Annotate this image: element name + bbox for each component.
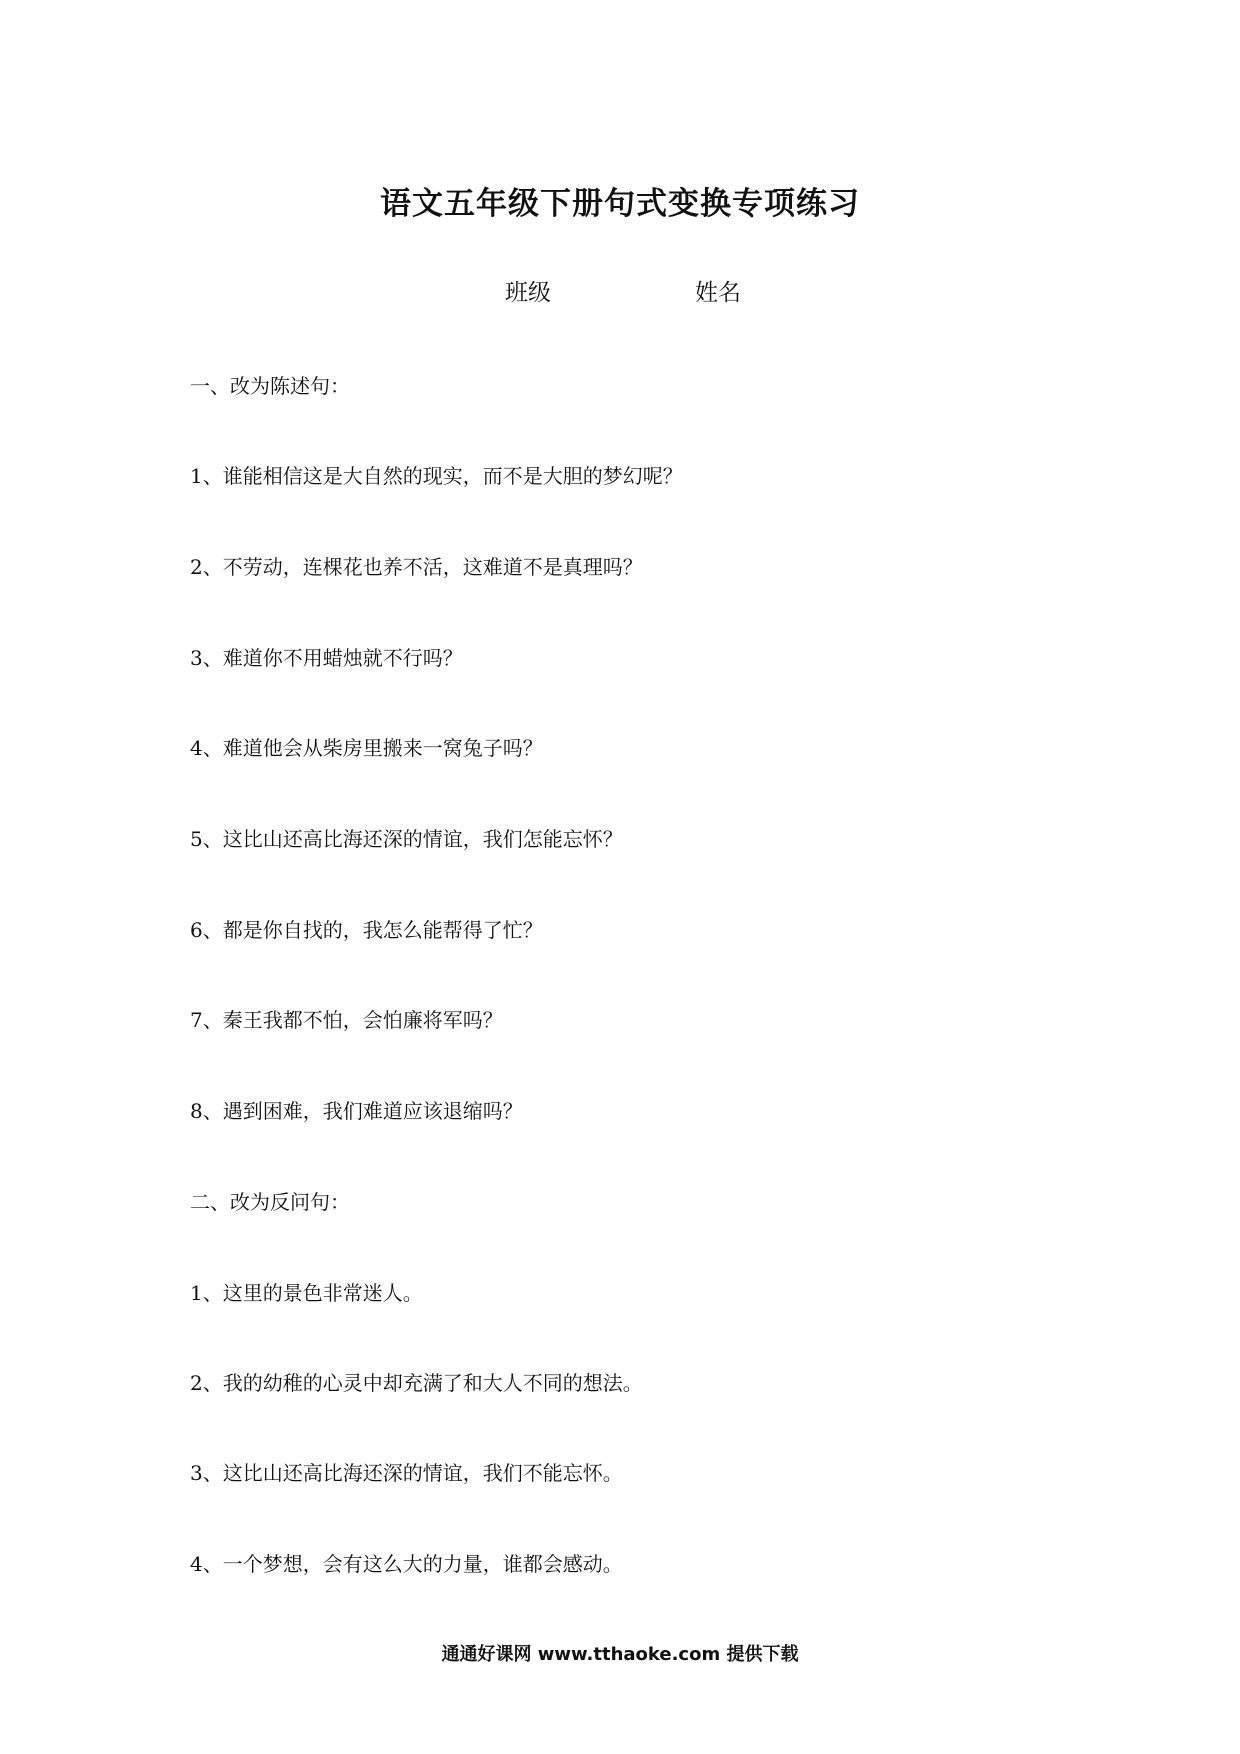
question-item: 6、都是你自找的，我怎么能帮得了忙？ xyxy=(190,918,543,942)
question-item: 5、这比山还高比海还深的情谊，我们怎能忘怀？ xyxy=(190,827,623,851)
question-item: 1、这里的景色非常迷人。 xyxy=(190,1281,423,1305)
footer-download-note: 通通好课网 www.tthaoke.com 提供下载 xyxy=(441,1644,799,1665)
question-item: 3、这比山还高比海还深的情谊，我们不能忘怀。 xyxy=(190,1461,623,1485)
question-item: 4、难道他会从柴房里搬来一窝兔子吗？ xyxy=(190,736,543,760)
question-item: 7、秦王我都不怕，会怕廉将军吗？ xyxy=(190,1008,503,1032)
page-title: 语文五年级下册句式变换专项练习 xyxy=(380,186,860,222)
question-item: 1、谁能相信这是大自然的现实，而不是大胆的梦幻呢？ xyxy=(190,464,683,488)
question-item: 2、不劳动，连棵花也养不活，这难道不是真理吗？ xyxy=(190,555,643,579)
class-label: 班级 xyxy=(505,280,551,306)
question-item: 8、遇到困难，我们难道应该退缩吗？ xyxy=(190,1099,523,1123)
question-item: 4、一个梦想，会有这么大的力量，谁都会感动。 xyxy=(190,1552,623,1576)
question-item: 3、难道你不用蜡烛就不行吗？ xyxy=(190,646,463,670)
question-item: 2、我的幼稚的心灵中却充满了和大人不同的想法。 xyxy=(190,1371,643,1395)
section-heading-statement: 一、改为陈述句： xyxy=(190,374,350,398)
name-label: 姓名 xyxy=(695,280,741,306)
section-heading-rhetorical: 二、改为反问句： xyxy=(190,1190,350,1214)
